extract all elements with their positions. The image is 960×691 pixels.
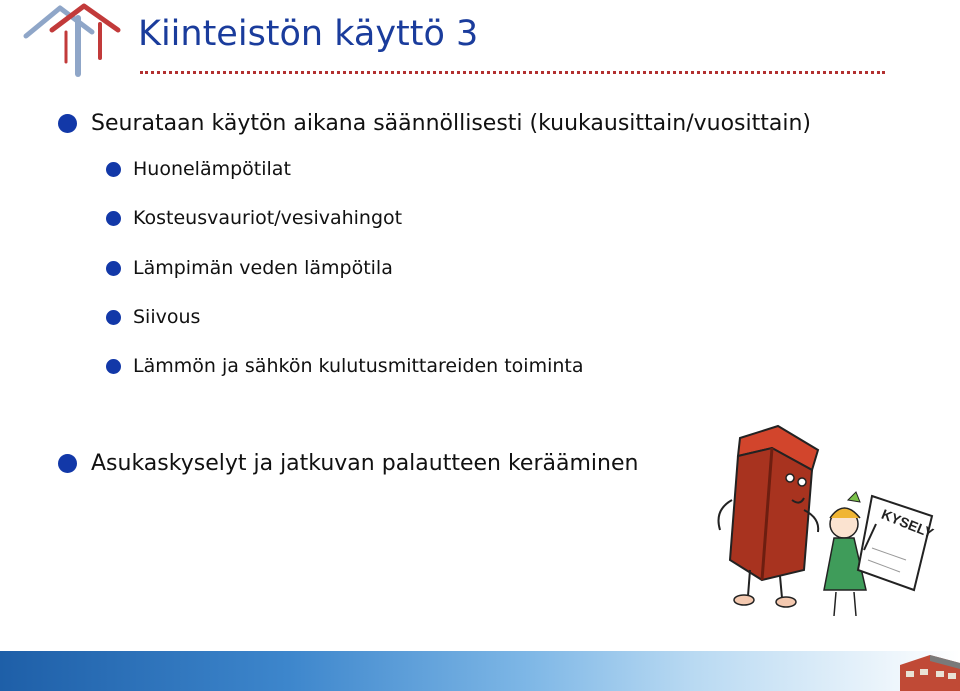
- house-logo-icon: [22, 2, 122, 82]
- building-photo-icon: [890, 651, 960, 691]
- sub-bullet-item: [106, 158, 291, 180]
- survey-sheet-label: KYSELY: [879, 505, 936, 542]
- bullet-text: Siivous: [133, 306, 201, 328]
- bullet-text: Huonelämpötilat: [133, 158, 291, 180]
- bullet-text: Lämmön ja sähkön kulutusmittareiden toiminta: [133, 355, 584, 377]
- bullet-text: Asukaskyselyt ja jatkuvan palautteen kerääminen: [91, 451, 639, 476]
- main-bullet-item: [58, 111, 811, 136]
- bullet-icon: [58, 114, 77, 133]
- bullet-text: Kosteusvauriot/vesivahingot: [133, 207, 403, 229]
- bullet-icon: [106, 359, 121, 374]
- sub-bullet-item: [106, 355, 584, 377]
- bullet-icon: [106, 211, 121, 226]
- main-bullet-item: [58, 451, 638, 476]
- bullet-icon: [106, 162, 121, 177]
- footer-gradient-band: [0, 651, 960, 691]
- bullet-icon: [106, 261, 121, 276]
- sub-bullet-item: [106, 257, 393, 279]
- bullet-text: Lämpimän veden lämpötila: [133, 257, 393, 279]
- bullet-icon: [106, 310, 121, 325]
- survey-cartoon-illustration: [700, 420, 945, 635]
- sub-bullet-item: [106, 207, 402, 229]
- bullet-text: Seurataan käytön aikana säännöllisesti (kuukausittain/vuosittain): [91, 111, 811, 136]
- slide-title: Kiinteistön käyttö 3: [138, 14, 479, 54]
- title-divider: [140, 71, 885, 74]
- bullet-icon: [58, 454, 77, 473]
- sub-bullet-item: [106, 306, 200, 328]
